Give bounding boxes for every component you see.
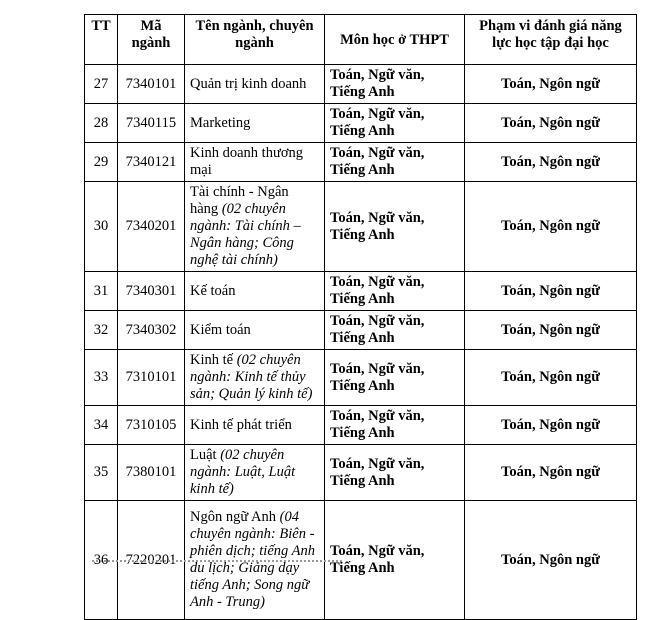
row-name: Ngôn ngữ Anh <box>190 509 277 525</box>
row-code: 7340121 <box>118 143 185 182</box>
table-row <box>85 311 637 350</box>
row-tt: 36 <box>85 501 118 620</box>
row-tt: 29 <box>85 143 118 182</box>
row-code: 7310101 <box>118 350 185 406</box>
row-subjects: Toán, Ngữ văn, Tiếng Anh <box>325 272 465 311</box>
header-name: Tên ngành, chuyên ngành <box>185 15 325 65</box>
admissions-table <box>84 14 637 620</box>
row-note: (02 chuyên ngành: Luật, Luật kinh tế) <box>190 447 296 497</box>
row-code: 7340101 <box>118 65 185 104</box>
row-subjects: Toán, Ngữ văn, Tiếng Anh <box>325 406 465 445</box>
row-scope: Toán, Ngôn ngữ <box>465 143 637 182</box>
row-subjects: Toán, Ngữ văn, Tiếng Anh <box>325 143 465 182</box>
table-row <box>85 406 637 445</box>
row-tt: 30 <box>85 182 118 272</box>
row-scope: Toán, Ngôn ngữ <box>465 311 637 350</box>
row-code: 7340201 <box>118 182 185 272</box>
row-subjects: Toán, Ngữ văn, Tiếng Anh <box>325 104 465 143</box>
row-subjects: Toán, Ngữ văn, Tiếng Anh <box>325 311 465 350</box>
table-row <box>85 104 637 143</box>
row-note: (02 chuyên ngành: Tài chính – Ngân hàng; Công nghệ tài chính) <box>190 201 301 268</box>
row-scope: Toán, Ngôn ngữ <box>465 350 637 406</box>
page-cutoff-line <box>92 560 342 566</box>
row-tt: 28 <box>85 104 118 143</box>
row-subjects: Toán, Ngữ văn, Tiếng Anh <box>325 445 465 501</box>
row-name: Kiểm toán <box>190 321 251 338</box>
table-row <box>85 445 637 501</box>
row-scope: Toán, Ngôn ngữ <box>465 501 637 620</box>
header-tt: TT <box>85 15 118 65</box>
row-note: (02 chuyên ngành: Kinh tế thủy sản; Quản lý kinh tế) <box>190 352 313 402</box>
row-code: 7310105 <box>118 406 185 445</box>
row-subjects: Toán, Ngữ văn, Tiếng Anh <box>325 501 465 620</box>
row-tt: 32 <box>85 311 118 350</box>
row-subjects: Toán, Ngữ văn, Tiếng Anh <box>325 182 465 272</box>
header-code: Mã ngành <box>118 15 185 65</box>
row-tt: 35 <box>85 445 118 501</box>
row-scope: Toán, Ngôn ngữ <box>465 182 637 272</box>
header-subjects: Môn học ở THPT <box>325 15 465 65</box>
row-name: Tài chính - Ngân hàng <box>190 184 289 217</box>
row-code: 7380101 <box>118 445 185 501</box>
row-name: Kế toán <box>190 282 236 299</box>
row-name-cell <box>185 272 325 311</box>
header-scope: Phạm vi đánh giá năng lực học tập đại học <box>465 15 637 65</box>
row-name-cell <box>185 311 325 350</box>
table-row <box>85 272 637 311</box>
row-name-cell <box>185 143 325 182</box>
row-name: Kinh tế phát triển <box>190 416 292 433</box>
row-scope: Toán, Ngôn ngữ <box>465 272 637 311</box>
row-name-cell <box>185 445 325 501</box>
table-row <box>85 143 637 182</box>
row-name: Kinh tế <box>190 352 234 368</box>
row-subjects: Toán, Ngữ văn, Tiếng Anh <box>325 65 465 104</box>
row-name: Quản trị kinh doanh <box>190 75 307 92</box>
row-scope: Toán, Ngôn ngữ <box>465 445 637 501</box>
row-scope: Toán, Ngôn ngữ <box>465 65 637 104</box>
row-tt: 33 <box>85 350 118 406</box>
row-scope: Toán, Ngôn ngữ <box>465 406 637 445</box>
row-code: 7340115 <box>118 104 185 143</box>
table-header-row <box>85 15 637 65</box>
row-tt: 31 <box>85 272 118 311</box>
row-tt: 27 <box>85 65 118 104</box>
row-scope: Toán, Ngôn ngữ <box>465 104 637 143</box>
row-name: Marketing <box>190 114 251 131</box>
row-note: (04 chuyên ngành: Biên - phiên dịch; tiếng Anh du lịch; Giảng dạy tiếng Anh; Song ngữ Anh - Trung) <box>190 509 315 610</box>
row-name-cell <box>185 104 325 143</box>
row-name-cell <box>185 182 325 272</box>
row-name-cell <box>185 350 325 406</box>
row-code: 7340301 <box>118 272 185 311</box>
table-row <box>85 65 637 104</box>
row-name-cell <box>185 65 325 104</box>
row-name: Luật <box>190 447 217 463</box>
table-row <box>85 350 637 406</box>
table-body <box>85 65 637 620</box>
row-code: 7220201 <box>118 501 185 620</box>
row-tt: 34 <box>85 406 118 445</box>
row-name: Kinh doanh thương mại <box>190 145 303 178</box>
row-code: 7340302 <box>118 311 185 350</box>
table-row <box>85 182 637 272</box>
row-name-cell <box>185 406 325 445</box>
row-subjects: Toán, Ngữ văn, Tiếng Anh <box>325 350 465 406</box>
